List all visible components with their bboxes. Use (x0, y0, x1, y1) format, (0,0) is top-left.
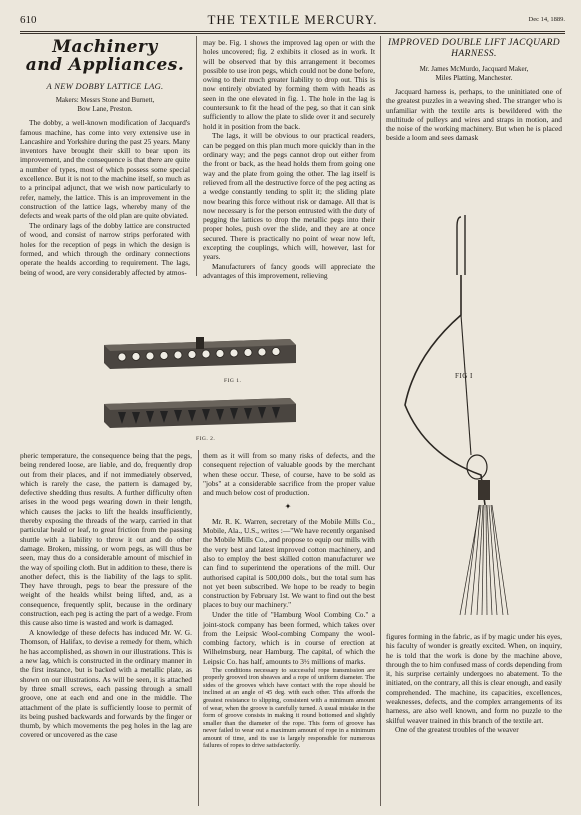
harness-cord-figure (395, 205, 560, 625)
right-article-title-line-1: IMPROVED DOUBLE LIFT JACQUARD (387, 38, 561, 48)
right-makers-line-1: Mr. James McMurdo, Jacquard Maker, (419, 65, 529, 73)
paragraph: pheric temperature, the consequence being that the pegs, being rendered loose, are liable, and do, frequently drop out from their places, and if not immediately observed, which is rarely the case, the pattern is damaged by, defective shedding thus results. A further difficulty often arises in the wood pegs wearing down in their length, which causes the jacks to lift the healds insufficiently, thereby exposing the threads of the warp, carried in that particular heald or leaf, to great friction from the passing shuttle with a liability to throw it out and do other damage. Broken, missing, or worn pegs, as will thus be seen, may thus do a considerable amount of mischief in the way of spoiling cloth. But in addition to these, there is another defect, this is the liability of the lags to split. They have through, pegs to bear the pressure of the weight of the healds whilst being lifted, and, as a consequence, frequently split, because in the ordinary construction, each peg is acting the part of a wedge. From this cause also time is wasted and work is damaged. (20, 451, 192, 628)
header-rule (20, 31, 565, 32)
section-heading-line-2: and Appliances. (25, 55, 185, 75)
lattice-lag-figure-2 (100, 392, 300, 432)
separator-ornament: ✦ (284, 502, 294, 512)
issue-date: Dec 14, 1889. (528, 16, 565, 23)
right-article-column (386, 38, 562, 143)
news-paragraph: Mr. R. K. Warren, secretary of the Mobile Mills Co., Mobile, Ala., U.S., writes :—"We have recently organised the Mobile Mills Co., and propose to equip our mills with the very best and latest improved cotton machinery, and also to employ the best skilled cotton manufacturer we can find to superintend the operations of the mill. Our authorised capital is 500,000 dols., but the total sum has not yet been subscribed. We hope to be ready to begin construction by February 1st. We want to find out the best places to buy our machinery." (203, 516, 375, 610)
column-divider-3 (198, 450, 199, 806)
fig-2-caption: FIG. 2. (196, 436, 216, 442)
makers-line-2: Bow Lane, Preston. (77, 105, 133, 114)
makers-info (20, 96, 190, 114)
right-article-title-line-2: HARNESS. (451, 48, 497, 59)
paragraph: them as it will from so many risks of defects, and the consequent rejection of valuable goods by the merchant when these occur. These, of course, have to be sold as "jobs" at a considerable sacrifice from the proper value and much below cost of production. (203, 451, 375, 498)
paragraph: may be. Fig. 1 shows the improved lag open or with the holes uncovered; fig. 2 exhibits it closed as in work. It will be observed that by this arrangement it becomes possible to use iron pegs, which could not be done before, owing to their much greater liability to drop out. This is now entirely obviated by forming them with heads as seen in the one elevated in fig. 1. The hole in the lag is countersunk to fit the head of the peg, so that it can sink sufficiently to allow the plate to slide over it and securely hold it in position from the back. (203, 38, 375, 131)
paragraph: The dobby, a well-known modification of Jacquard's famous machine, has come into very extensive use in Lancashire and Yorkshire during the past 25 years. Many inventors have brought their skill to bear upon its improvement, and the consequence is that there are quite a number of types, most of which possess some special excellence. But it is not to the machine itself, so much as to a principal adjunct, that we wish now particularly to refer, namely, the lattice. This is an improvement in the construction of the lattice lags, whereby many of the defects and weak parts of the old plan are quite obviated. (20, 118, 190, 221)
paragraph: One of the greatest troubles of the weaver (395, 725, 519, 735)
paragraph: The lags, it will be obvious to our practical readers, can be pegged on this plan much more quickly than in the ordinary way; and the pegs cannot drop out either from the front or back, as the head holds them from going one way and the plate from going the other. The lag itself is relieved from all the destructive force of the peg acting as a wedge constantly tending to split it; the sliding plate now bearing this force without risk or damage. All that is now necessary is for the person entrusted with the duty of pegging the lattices to drop the metallic pegs into their proper holes, push over the slide, and they are at once secured. There is practically no point of wear now left, excepting the couplings, which will, however, last for years. (203, 131, 375, 262)
fig-1-caption: FIG 1. (224, 378, 242, 384)
right-makers-info (386, 65, 562, 83)
news-paragraph: Under the title of "Hamburg Wool Combing Co." a joint-stock company has been formed, which takes over from the Leipsic Wool-combing Company the wool-combing factory, which is in course of erection at Wilhelmsburg, near Hamburg. The capital, of which the Leipsic Co. has half, amounts to 3½ millions of marks. (203, 610, 375, 666)
publication-title: THE TEXTILE MERCURY. (207, 12, 378, 27)
middle-column-continued (203, 451, 375, 751)
section-heading-line-1: Machinery (52, 37, 158, 57)
page-number: 610 (20, 14, 37, 26)
makers-line-1: Makers: Messrs Stone and Burnett, (55, 96, 155, 105)
left-article-column-1-continued (20, 451, 192, 740)
harness-fig-caption: FIG I (455, 372, 473, 380)
column-divider-2 (380, 36, 381, 806)
left-article-column-2 (203, 38, 375, 281)
paragraph: Jacquard harness is, perhaps, to the uninitiated one of the greatest puzzles in a weaving shed. The stranger who is unfamiliar with the textile arts is bewildered with the multitude of pulleys and wires and straps in motion, and the noise of the working machinery. But when he is placed beside a loom and sees damask (386, 87, 562, 143)
page-header (20, 12, 565, 30)
lattice-lag-figure-1 (100, 335, 300, 375)
column-divider-1 (196, 36, 197, 276)
paragraph: A knowledge of these defects has induced Mr. W. G. Thomson, of Halifax, to devise a remedy for them, which he has accomplished, as shown in our illustrations. This is a new lag, which is constructed in the ordinary manner in the first instance, but is backed with a metallic plate, as shown on our illustrations. As will be seen, it is attached by three small screws, each passing through a small groove, one at each end and one in the middle. The attachment of the plate is sufficiently loose to permit of its being pushed backwards and forwards by the finger or thumb, by which movements the peg holes in the lag are covered or uncovered as the case (20, 628, 192, 740)
header-rule-2 (20, 33, 565, 34)
paragraph: The ordinary lags of the dobby lattice are constructed of wood, and consist of narrow strips perforated with holes for the reception of pegs in which the design is formed, and which through the ordinary connections operate the healds according to requirement. The lags, being of wood, are very considerably affected by atmos- (20, 221, 190, 277)
article-title: A NEW DOBBY LATTICE LAG. (46, 81, 164, 91)
right-makers-line-2: Miles Platting, Manchester. (435, 74, 513, 82)
left-article-column-1 (20, 38, 190, 277)
paragraph: figures forming in the fabric, as if by magic under his eyes, his faculty of wonder is greatly excited. When, on inquiry, he is told that the work is done by the machine above, through the to him confused mass of cords depending from it, his surprise certainly undergoes no abatement. To the initiated, on the contrary, all this is clear enough, and easily comprehended. The machine, its capacities, excellences, weaknesses, defects, and the complex arrangements of its harness, are also well known, and form no puzzle to the skilful weaver trained in this branch of the textile art. (386, 632, 562, 725)
paragraph: Manufacturers of fancy goods will appreciate the advantages of this improvement, relieving (203, 262, 375, 281)
news-paragraph-small: The conditions necessary to successful rope transmission are properly grooved iron sheaves and a rope of uniform diameter. The sides of the grooves which have contact with the rope should be inclined at an angle of 45 deg. with each other. This affords the greatest resistance to slipping, consistent with a minimum amount of wear, when the groove is carefully turned. A usual mistake in the form of groove consists in making it round bottomed and slightly smaller than the diameter of the rope. This form of groove has never failed to wear out a maximum amount of rope in a minimum amount of time, and its use is largely responsible for numerous failures of ropes to drive satisfactorily. (203, 666, 375, 750)
right-article-column-continued (386, 632, 562, 735)
